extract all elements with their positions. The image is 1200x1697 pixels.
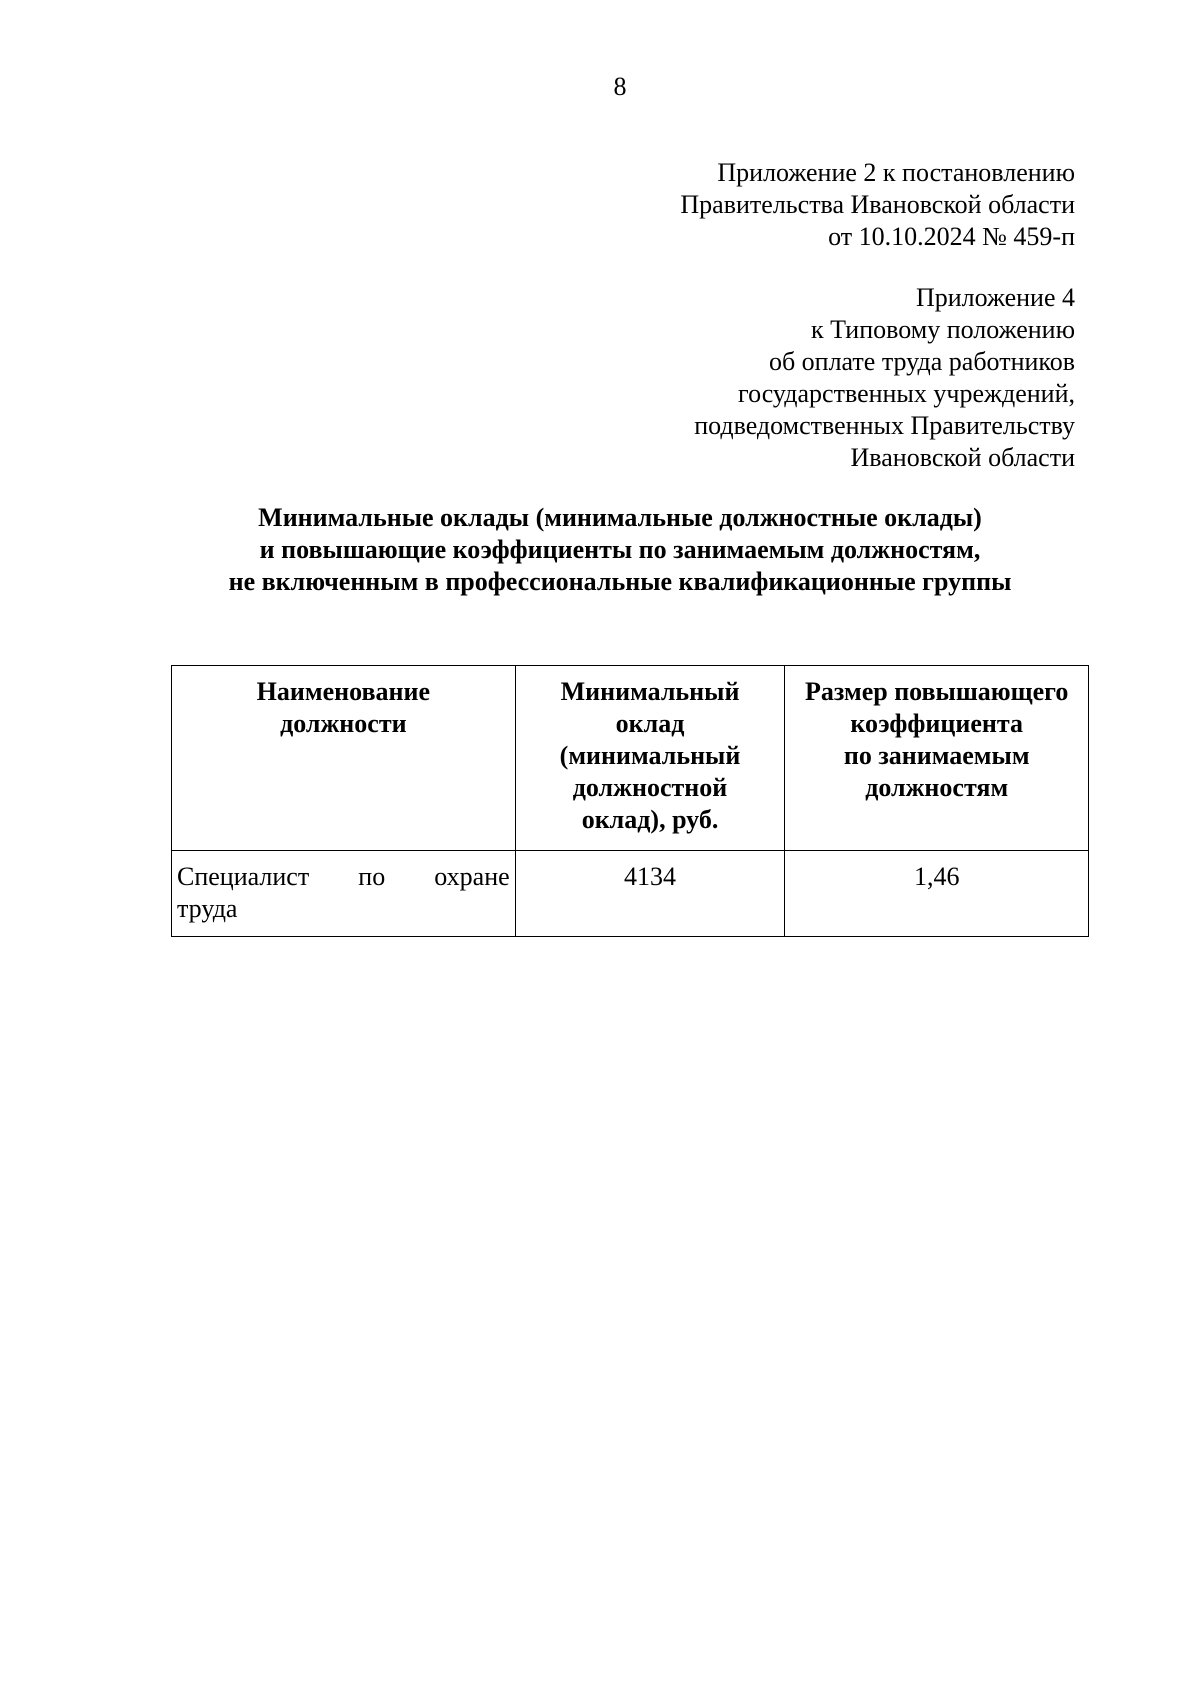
appendix-2-line: от 10.10.2024 № 459-п	[828, 222, 1075, 251]
header-minimum-salary	[515, 666, 785, 851]
header-line: оклад	[615, 709, 685, 738]
appendix-4-line: государственных учреждений,	[738, 379, 1075, 408]
header-line: коэффициента	[850, 709, 1023, 738]
salary-table	[171, 665, 1089, 937]
appendix-4-line: к Типовому положению	[810, 315, 1075, 344]
title-line: и повышающие коэффициенты по занимаемым должностям,	[259, 535, 981, 564]
header-line: оклад), руб.	[581, 805, 719, 834]
position-name-last-line: труда	[177, 894, 238, 923]
header-position-name	[172, 666, 516, 851]
title-line: не включенным в профессиональные квалификационные группы	[228, 567, 1012, 596]
title-line: Минимальные оклады (минимальные должностные оклады)	[258, 503, 982, 532]
header-line: Размер повышающего	[805, 677, 1069, 706]
appendix-4-line: об оплате труда работников	[768, 347, 1075, 376]
position-name-word: охране	[434, 862, 510, 891]
header-coefficient	[785, 666, 1089, 851]
position-name-first-line	[177, 861, 510, 893]
appendix-4-line: Ивановской области	[850, 443, 1075, 472]
cell-minimum-salary: 4134	[515, 851, 785, 937]
position-name-word: Специалист	[177, 862, 310, 891]
table-row	[172, 851, 1089, 937]
cell-coefficient: 1,46	[785, 851, 1089, 937]
appendix-2-reference	[680, 157, 1075, 253]
header-line: по занимаемым	[843, 741, 1030, 770]
table-header-row	[172, 666, 1089, 851]
appendix-2-line: Правительства Ивановской области	[680, 190, 1075, 219]
appendix-4-reference	[694, 282, 1075, 474]
header-line: Наименование	[256, 677, 430, 706]
header-line: должностной	[572, 773, 728, 802]
appendix-2-line: Приложение 2 к постановлению	[717, 158, 1075, 187]
appendix-4-line: подведомственных Правительству	[694, 411, 1075, 440]
appendix-4-line: Приложение 4	[915, 283, 1075, 312]
header-line: должности	[280, 709, 407, 738]
header-line: (минимальный	[559, 741, 741, 770]
header-line: Минимальный	[560, 677, 740, 706]
document-title	[0, 502, 1200, 598]
position-name-word: по	[358, 862, 386, 891]
page-number: 8	[613, 72, 627, 101]
cell-position-name	[172, 851, 516, 937]
header-line: должностям	[865, 773, 1009, 802]
